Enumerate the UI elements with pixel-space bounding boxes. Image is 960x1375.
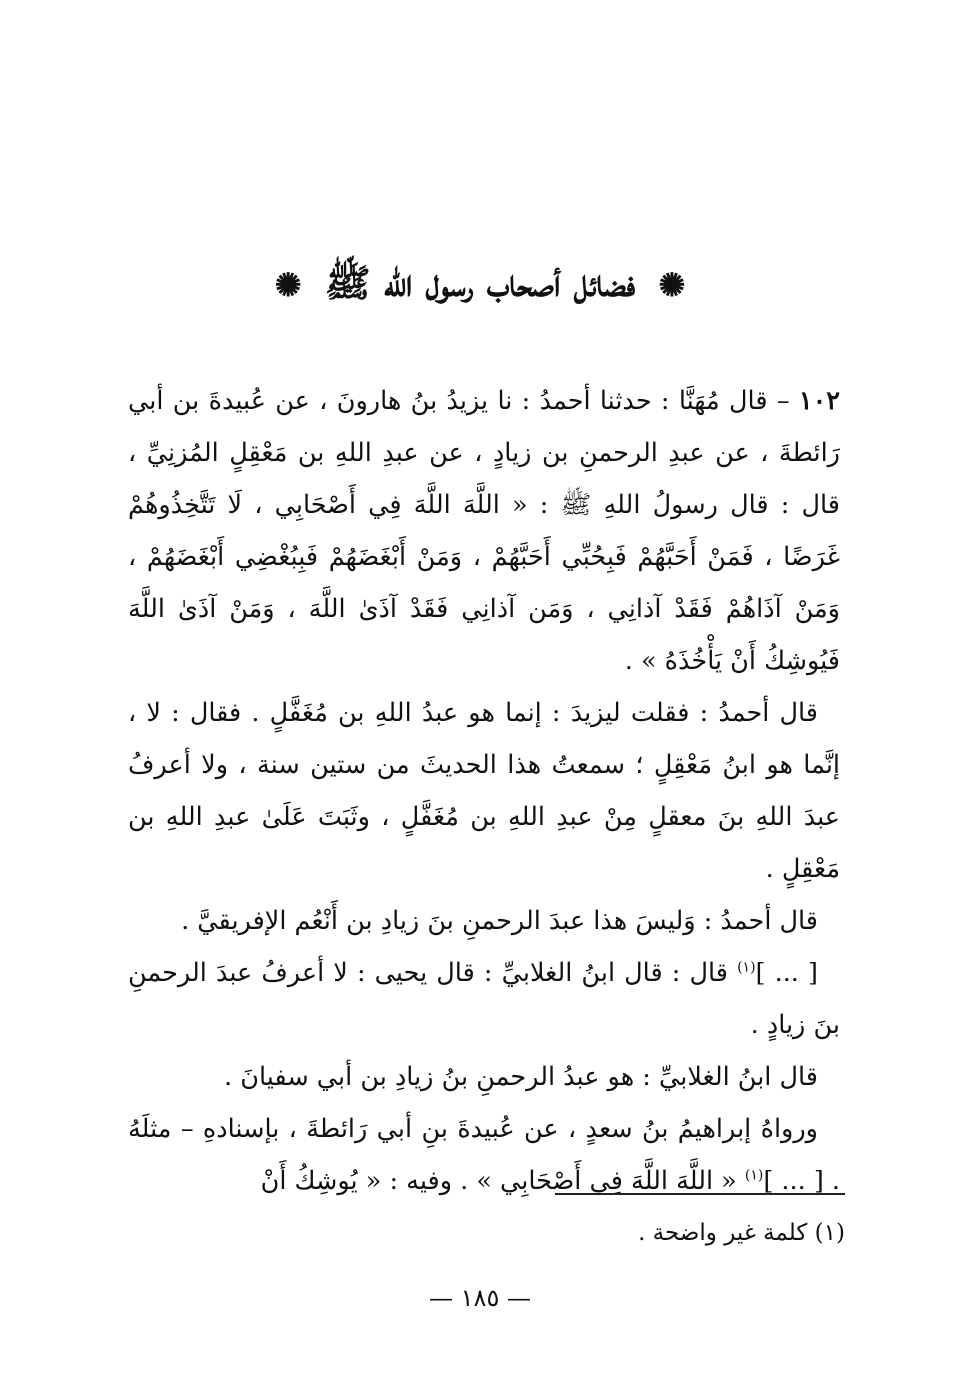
footnote-divider: [555, 1193, 845, 1195]
paragraph: [128, 947, 840, 1051]
paragraph: [128, 1051, 840, 1103]
paragraph-text: قال ابنُ الغلابيِّ : هو عبدُ الرحمنِ بنُ زيادِ بن أبي سفيانَ .: [224, 1062, 818, 1092]
paragraph-text: ورواهُ إبراهيمُ بنُ سعدٍ ، عن عُبيدةَ بنِ أبي رَائطةَ ، بإسنادهِ – مثلَهُ . [ ... ]: [128, 1114, 840, 1196]
paragraph-text: – قال مُهَنَّا : حدثنا أحمدُ : نا يزيدُ بنُ هارونَ ، عن عُبيدةَ بن أبي رَائطةَ ، عن عبدِ الرحمنِ بن زيادٍ ، عن عبدِ اللهِ بن مَعْقِلٍ المُزنِيِّ ، قال : قال رسولُ اللهِ ﷺ : « اللَّهَ اللَّهَ فِي أَصْحَابِي ، لَا تَتَّخِذُوهُمْ غَرَضًا ، فَمَنْ أَحَبَّهُمْ فَبِحُبِّي أَحَبَّهُمْ ، وَمَنْ أَبْغَضَهُمْ فَبِبُغْضِي أَبْغَضَهُمْ ، وَمَنْ آذَاهُمْ فَقَدْ آذانِي ، وَمَن آذانِي فَقَدْ آذَىٰ اللَّهَ ، وَمَنْ آذَىٰ اللَّهَ فَيُوشِكُ أَنْ يَأْخُذَهُ » .: [128, 386, 840, 676]
hadith-number: ١٠٢: [798, 386, 840, 416]
lacuna-marker: [ ... ]: [755, 958, 818, 988]
paragraph: [128, 687, 840, 895]
footnote-ref: (١): [744, 1167, 764, 1184]
paragraph: [128, 895, 840, 947]
star-ornament-icon: ✺: [274, 266, 302, 304]
paragraph-text: قال أحمدُ : وَليسَ هذا عبدَ الرحمنِ بنَ زيادِ بن أَنْعُم الإفريقيَّ .: [181, 906, 818, 936]
footnote: (١) كلمة غير واضحة .: [638, 1220, 845, 1246]
paragraph-text: قال أحمدُ : فقلت ليزيدَ : إنما هو عبدُ اللهِ بن مُغَفَّلٍ . فقال : لا ، إنَّما هو ابنُ مَعْقِلٍ ؛ سمعتُ هذا الحديثَ من ستين سنة ، ولا أعرفُ عبدَ اللهِ بنَ معقلٍ مِنْ عبدِ اللهِ بن مُغَفَّلٍ ، وثَبَتَ عَلَىٰ عبدِ اللهِ بن مَعْقِلٍ .: [128, 698, 840, 884]
section-title: [130, 248, 830, 320]
paragraph-text: قال : قال ابنُ الغلابيِّ : قال يحيى : لا أعرفُ عبدَ الرحمنِ بنَ زيادٍ .: [128, 958, 840, 1040]
page-number: — ١٨٥ —: [429, 1284, 531, 1312]
hadith-paragraph: [128, 375, 840, 687]
paragraph: [128, 1103, 840, 1207]
body-text: [128, 375, 840, 1207]
footnote-ref: (١): [737, 959, 756, 976]
section-title-text: فضائل أصحاب رسول الله ﷺ: [324, 260, 636, 305]
star-ornament-icon: ✺: [658, 266, 686, 304]
paragraph-text: « اللَّهَ اللَّهَ فِي أَصْحَابِي » . وفيه : « يُوشِكُ أَنْ: [260, 1166, 745, 1196]
